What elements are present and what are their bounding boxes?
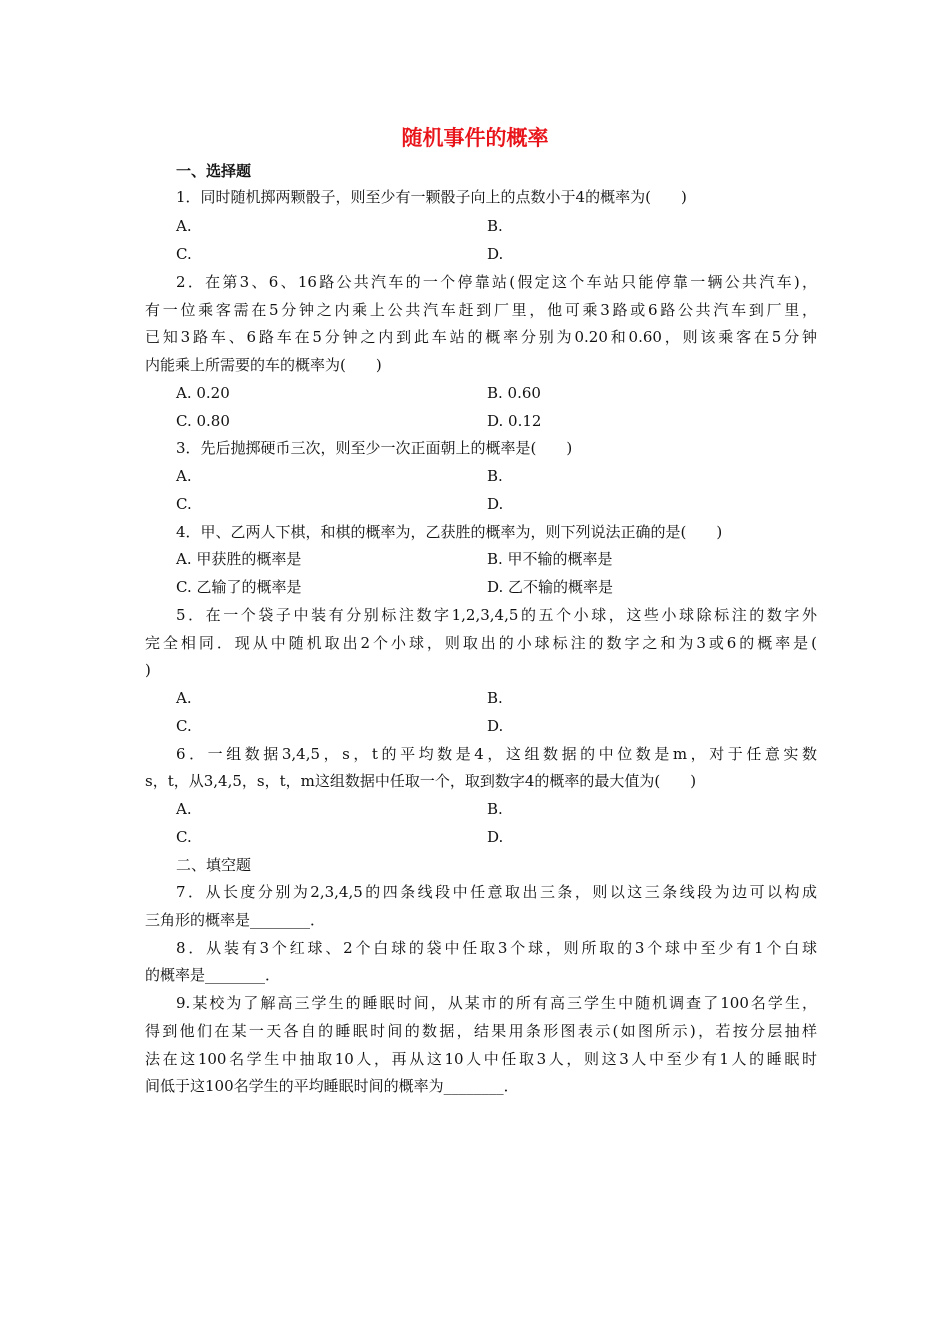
question-2-line-2: 有一位乘客需在5分钟之内乘上公共汽车赶到厂里，他可乘3路或6路公共汽车到厂里， — [145, 301, 817, 319]
question-7-line-2: 三角形的概率是________． — [145, 911, 326, 929]
question-5-option-c: C. — [176, 717, 192, 735]
section-fill-heading: 二、填空题 — [176, 856, 252, 874]
question-5-line-3: ) — [145, 661, 151, 679]
question-3-option-d: D. — [487, 495, 504, 513]
question-4-text: 4．甲、乙两人下棋，和棋的概率为，乙获胜的概率为，则下列说法正确的是( ) — [176, 523, 723, 541]
question-6-line-2: s，t，从3,4,5，s，t，m这组数据中任取一个，取到数字4的概率的最大值为( ) — [145, 772, 697, 790]
question-5-option-a: A. — [176, 689, 192, 707]
question-3-text: 3．先后抛掷硬币三次，则至少一次正面朝上的概率是( ) — [176, 439, 573, 457]
question-2-option-c: C. 0.80 — [176, 412, 230, 430]
question-4-option-d: D. 乙不输的概率是 — [487, 578, 614, 596]
question-1-option-d: D. — [487, 245, 504, 263]
question-1-option-b: B. — [487, 217, 503, 235]
question-9-line-3: 法在这100名学生中抽取10人，再从这10人中任取3人，则这3人中至少有1人的睡眠时 — [145, 1050, 817, 1068]
question-6-line-1: 6．一组数据3,4,5，s，t的平均数是4，这组数据的中位数是m，对于任意实数 — [176, 745, 817, 763]
question-1-option-c: C. — [176, 245, 192, 263]
question-8-line-2: 的概率是________． — [145, 966, 281, 984]
question-3-option-c: C. — [176, 495, 192, 513]
question-7-line-1: 7．从长度分别为2,3,4,5的四条线段中任意取出三条，则以这三条线段为边可以构成 — [176, 883, 817, 901]
question-5-option-d: D. — [487, 717, 504, 735]
question-6-option-d: D. — [487, 828, 504, 846]
question-2-line-3: 已知3路车、6路车在5分钟之内到此车站的概率分别为0.20和0.60，则该乘客在5分钟 — [145, 328, 817, 346]
question-4-option-c: C. 乙输了的概率是 — [176, 578, 302, 596]
question-5-line-2: 完全相同．现从中随机取出2个小球，则取出的小球标注的数字之和为3或6的概率是( — [145, 634, 817, 652]
question-5-option-b: B. — [487, 689, 503, 707]
question-4-option-b: B. 甲不输的概率是 — [487, 550, 613, 568]
question-2-option-b: B. 0.60 — [487, 384, 541, 402]
question-8-line-1: 8．从装有3个红球、2个白球的袋中任取3个球，则所取的3个球中至少有1个白球 — [176, 939, 817, 957]
question-9-line-4: 间低于这100名学生的平均睡眠时间的概率为________． — [145, 1077, 519, 1095]
question-2-option-a: A. 0.20 — [176, 384, 230, 402]
question-5-line-1: 5．在一个袋子中装有分别标注数字1,2,3,4,5的五个小球，这些小球除标注的数字外 — [176, 606, 817, 624]
question-1-text: 1．同时随机掷两颗骰子，则至少有一颗骰子向上的点数小于4的概率为( ) — [176, 188, 687, 206]
question-2-line-1: 2．在第3、6、16路公共汽车的一个停靠站(假定这个车站只能停靠一辆公共汽车)， — [176, 273, 817, 291]
page-title: 随机事件的概率 — [401, 126, 549, 150]
question-4-option-a: A. 甲获胜的概率是 — [176, 550, 302, 568]
question-6-option-c: C. — [176, 828, 192, 846]
question-3-option-a: A. — [176, 467, 192, 485]
section-choice-heading: 一、选择题 — [176, 162, 252, 180]
question-2-line-4: 内能乘上所需要的车的概率为( ) — [145, 356, 382, 374]
question-6-option-a: A. — [176, 800, 192, 818]
question-9-line-2: 得到他们在某一天各自的睡眠时间的数据，结果用条形图表示(如图所示)，若按分层抽样 — [145, 1022, 817, 1040]
question-3-option-b: B. — [487, 467, 503, 485]
question-1-option-a: A. — [176, 217, 192, 235]
question-6-option-b: B. — [487, 800, 503, 818]
question-9-line-1: 9.某校为了解高三学生的睡眠时间，从某市的所有高三学生中随机调查了100名学生， — [176, 994, 817, 1012]
question-2-option-d: D. 0.12 — [487, 412, 542, 430]
